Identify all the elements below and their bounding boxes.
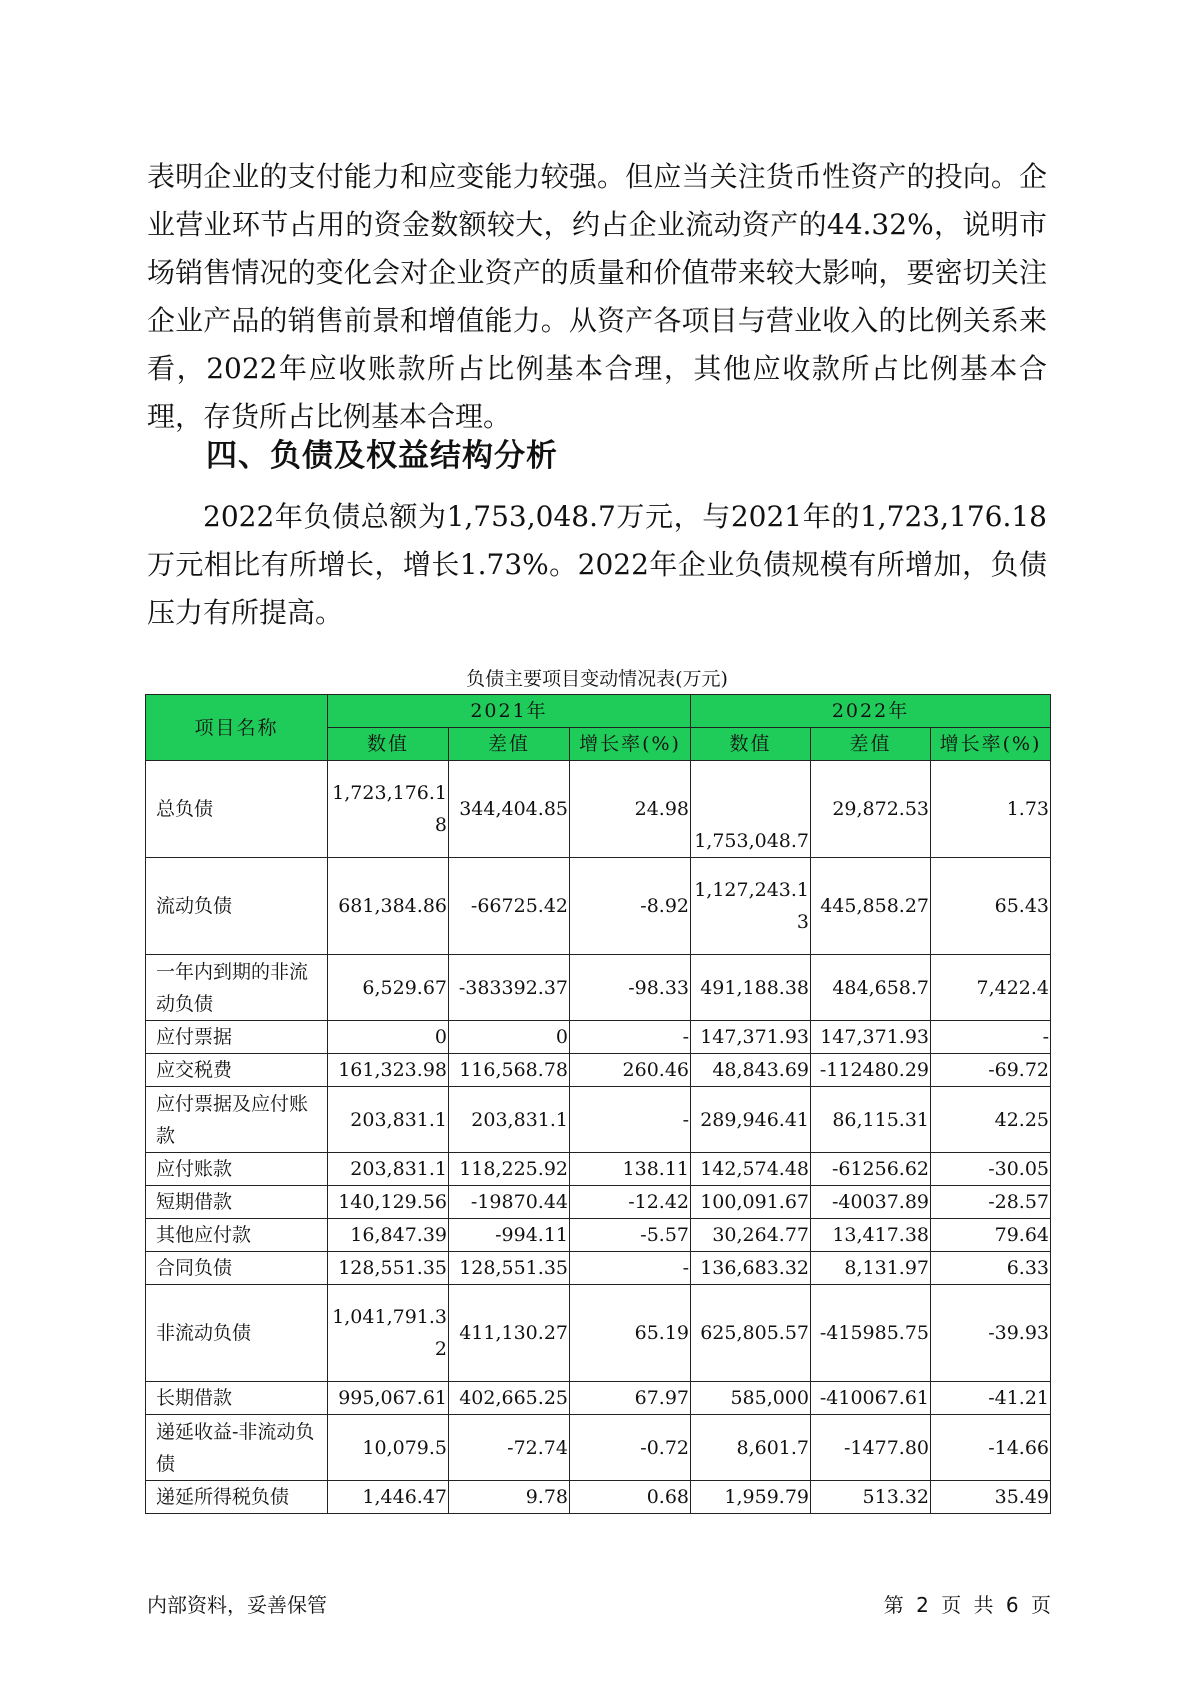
cell-2021-rate: 67.97: [570, 1382, 691, 1415]
table-caption: 负债主要项目变动情况表(万元): [466, 668, 728, 690]
cell-2022-rate: -30.05: [931, 1153, 1051, 1186]
cell-2021-value: 128,551.35: [328, 1252, 449, 1285]
cell-2021-diff: -66725.42: [449, 858, 570, 955]
table-row: [146, 1021, 1051, 1054]
row-name: 递延收益-非流动负债: [146, 1415, 328, 1481]
row-name: 应付票据: [146, 1021, 328, 1054]
cell-2022-value: 8,601.7: [691, 1415, 811, 1481]
cell-2022-diff: -40037.89: [811, 1186, 931, 1219]
cell-2021-rate: -8.92: [570, 858, 691, 955]
cell-2022-diff: 484,658.7: [811, 955, 931, 1021]
cell-2022-rate: -69.72: [931, 1054, 1051, 1087]
cell-2021-value: 203,831.1: [328, 1087, 449, 1153]
footer-page-number: 第 2 页 共 6 页: [883, 1593, 1051, 1617]
cell-2022-value: 100,091.67: [691, 1186, 811, 1219]
cell-2022-diff: 8,131.97: [811, 1252, 931, 1285]
table-row: [146, 1186, 1051, 1219]
cell-2021-value: 1,446.47: [328, 1481, 449, 1514]
table-row: [146, 1481, 1051, 1514]
cell-2021-value: 10,079.5: [328, 1415, 449, 1481]
cell-2022-rate: -28.57: [931, 1186, 1051, 1219]
footer-confidential-note: 内部资料，妥善保管: [147, 1593, 327, 1617]
cell-2022-value: 147,371.93: [691, 1021, 811, 1054]
cell-2022-value: 30,264.77: [691, 1219, 811, 1252]
cell-2022-value: 585,000: [691, 1382, 811, 1415]
cell-2022-value: 136,683.32: [691, 1252, 811, 1285]
body-paragraph-1: 表明企业的支付能力和应变能力较强。但应当关注货币性资产的投向。企业营业环节占用的资金数额较大，约占企业流动资产的44.32%，说明市场销售情况的变化会对企业资产的质量和价值带来较大影响，要密切关注企业产品的销售前景和增值能力。从资产各项目与营业收入的比例关系来看，2022年应收账款所占比例基本合理，其他应收款所占比例基本合理，存货所占比例基本合理。: [147, 160, 1047, 433]
cell-2021-diff: -72.74: [449, 1415, 570, 1481]
cell-2022-rate: 1.73: [931, 761, 1051, 858]
cell-2022-value: 491,188.38: [691, 955, 811, 1021]
cell-2022-diff: -415985.75: [811, 1285, 931, 1382]
cell-2021-rate: 0.68: [570, 1481, 691, 1514]
cell-2021-value: 161,323.98: [328, 1054, 449, 1087]
cell-2022-rate: 6.33: [931, 1252, 1051, 1285]
cell-2022-value: 48,843.69: [691, 1054, 811, 1087]
cell-2021-value: 140,129.56: [328, 1186, 449, 1219]
cell-2022-rate: -14.66: [931, 1415, 1051, 1481]
row-name: 总负债: [146, 761, 328, 858]
header-year-2021: 2021年: [328, 695, 691, 728]
body-paragraph-2: 2022年负债总额为1,753,048.7万元，与2021年的1,723,176.18万元相比有所增长，增长1.73%。2022年企业负债规模有所增加，负债压力有所提高。: [147, 500, 1047, 629]
row-name: 短期借款: [146, 1186, 328, 1219]
table-row: [146, 1087, 1051, 1153]
cell-2022-rate: 65.43: [931, 858, 1051, 955]
cell-2022-diff: -61256.62: [811, 1153, 931, 1186]
row-name: 应交税费: [146, 1054, 328, 1087]
cell-2021-value: 995,067.61: [328, 1382, 449, 1415]
header-2021-diff: 差值: [449, 728, 570, 761]
cell-2022-rate: 79.64: [931, 1219, 1051, 1252]
cell-2021-diff: -383392.37: [449, 955, 570, 1021]
table-row: [146, 1153, 1051, 1186]
cell-2021-value: 6,529.67: [328, 955, 449, 1021]
cell-2022-diff: 13,417.38: [811, 1219, 931, 1252]
cell-2021-rate: -: [570, 1087, 691, 1153]
header-2021-rate: 增长率(%): [570, 728, 691, 761]
cell-2021-rate: 65.19: [570, 1285, 691, 1382]
cell-2021-diff: 118,225.92: [449, 1153, 570, 1186]
cell-2021-value: 1,041,791.32: [328, 1285, 449, 1382]
cell-2022-value: 289,946.41: [691, 1087, 811, 1153]
header-item-name: 项目名称: [146, 695, 328, 761]
cell-2022-rate: 7,422.4: [931, 955, 1051, 1021]
cell-2021-rate: -98.33: [570, 955, 691, 1021]
row-name: 其他应付款: [146, 1219, 328, 1252]
row-name: 一年内到期的非流动负债: [146, 955, 328, 1021]
cell-2021-value: 203,831.1: [328, 1153, 449, 1186]
section-heading: 四、负债及权益结构分析: [206, 438, 558, 474]
cell-2021-rate: -: [570, 1252, 691, 1285]
header-2021-value: 数值: [328, 728, 449, 761]
header-2022-value: 数值: [691, 728, 811, 761]
table-row: [146, 1054, 1051, 1087]
cell-2022-value: 1,127,243.13: [691, 858, 811, 955]
cell-2021-value: 16,847.39: [328, 1219, 449, 1252]
cell-2022-diff: 445,858.27: [811, 858, 931, 955]
cell-2022-diff: 86,115.31: [811, 1087, 931, 1153]
cell-2022-rate: -: [931, 1021, 1051, 1054]
row-name: 流动负债: [146, 858, 328, 955]
table-row: [146, 1219, 1051, 1252]
table-row: [146, 955, 1051, 1021]
cell-2021-diff: 411,130.27: [449, 1285, 570, 1382]
cell-2021-rate: 24.98: [570, 761, 691, 858]
cell-2021-rate: -: [570, 1021, 691, 1054]
header-2022-rate: 增长率(%): [931, 728, 1051, 761]
table-row: [146, 1285, 1051, 1382]
header-2022-diff: 差值: [811, 728, 931, 761]
cell-2021-diff: -994.11: [449, 1219, 570, 1252]
row-name: 应付账款: [146, 1153, 328, 1186]
row-name: 长期借款: [146, 1382, 328, 1415]
header-year-2022: 2022年: [691, 695, 1051, 728]
cell-2022-diff: -112480.29: [811, 1054, 931, 1087]
cell-2022-diff: -410067.61: [811, 1382, 931, 1415]
cell-2022-diff: -1477.80: [811, 1415, 931, 1481]
cell-2022-diff: 29,872.53: [811, 761, 931, 858]
cell-2021-diff: 0: [449, 1021, 570, 1054]
cell-2021-rate: 260.46: [570, 1054, 691, 1087]
row-name: 非流动负债: [146, 1285, 328, 1382]
cell-2022-diff: 147,371.93: [811, 1021, 931, 1054]
cell-2022-diff: 513.32: [811, 1481, 931, 1514]
cell-2021-diff: 203,831.1: [449, 1087, 570, 1153]
cell-2022-rate: -39.93: [931, 1285, 1051, 1382]
cell-2022-value: 1,753,048.7: [691, 761, 811, 858]
cell-2022-value: 1,959.79: [691, 1481, 811, 1514]
cell-2021-value: 681,384.86: [328, 858, 449, 955]
cell-2021-rate: -5.57: [570, 1219, 691, 1252]
cell-2022-rate: 35.49: [931, 1481, 1051, 1514]
cell-2021-diff: 402,665.25: [449, 1382, 570, 1415]
table-row: [146, 1252, 1051, 1285]
cell-2022-value: 625,805.57: [691, 1285, 811, 1382]
cell-2021-diff: 116,568.78: [449, 1054, 570, 1087]
cell-2022-rate: 42.25: [931, 1087, 1051, 1153]
cell-2021-rate: -0.72: [570, 1415, 691, 1481]
row-name: 应付票据及应付账款: [146, 1087, 328, 1153]
cell-2021-value: 0: [328, 1021, 449, 1054]
cell-2021-diff: 344,404.85: [449, 761, 570, 858]
table-row: [146, 761, 1051, 858]
cell-2021-diff: -19870.44: [449, 1186, 570, 1219]
cell-2021-rate: -12.42: [570, 1186, 691, 1219]
table-row: [146, 858, 1051, 955]
cell-2021-diff: 128,551.35: [449, 1252, 570, 1285]
row-name: 合同负债: [146, 1252, 328, 1285]
cell-2022-rate: -41.21: [931, 1382, 1051, 1415]
cell-2021-diff: 9.78: [449, 1481, 570, 1514]
liability-change-table: [145, 694, 1051, 1514]
cell-2021-rate: 138.11: [570, 1153, 691, 1186]
table-row: [146, 1415, 1051, 1481]
cell-2022-value: 142,574.48: [691, 1153, 811, 1186]
table-row: [146, 1382, 1051, 1415]
row-name: 递延所得税负债: [146, 1481, 328, 1514]
cell-2021-value: 1,723,176.18: [328, 761, 449, 858]
